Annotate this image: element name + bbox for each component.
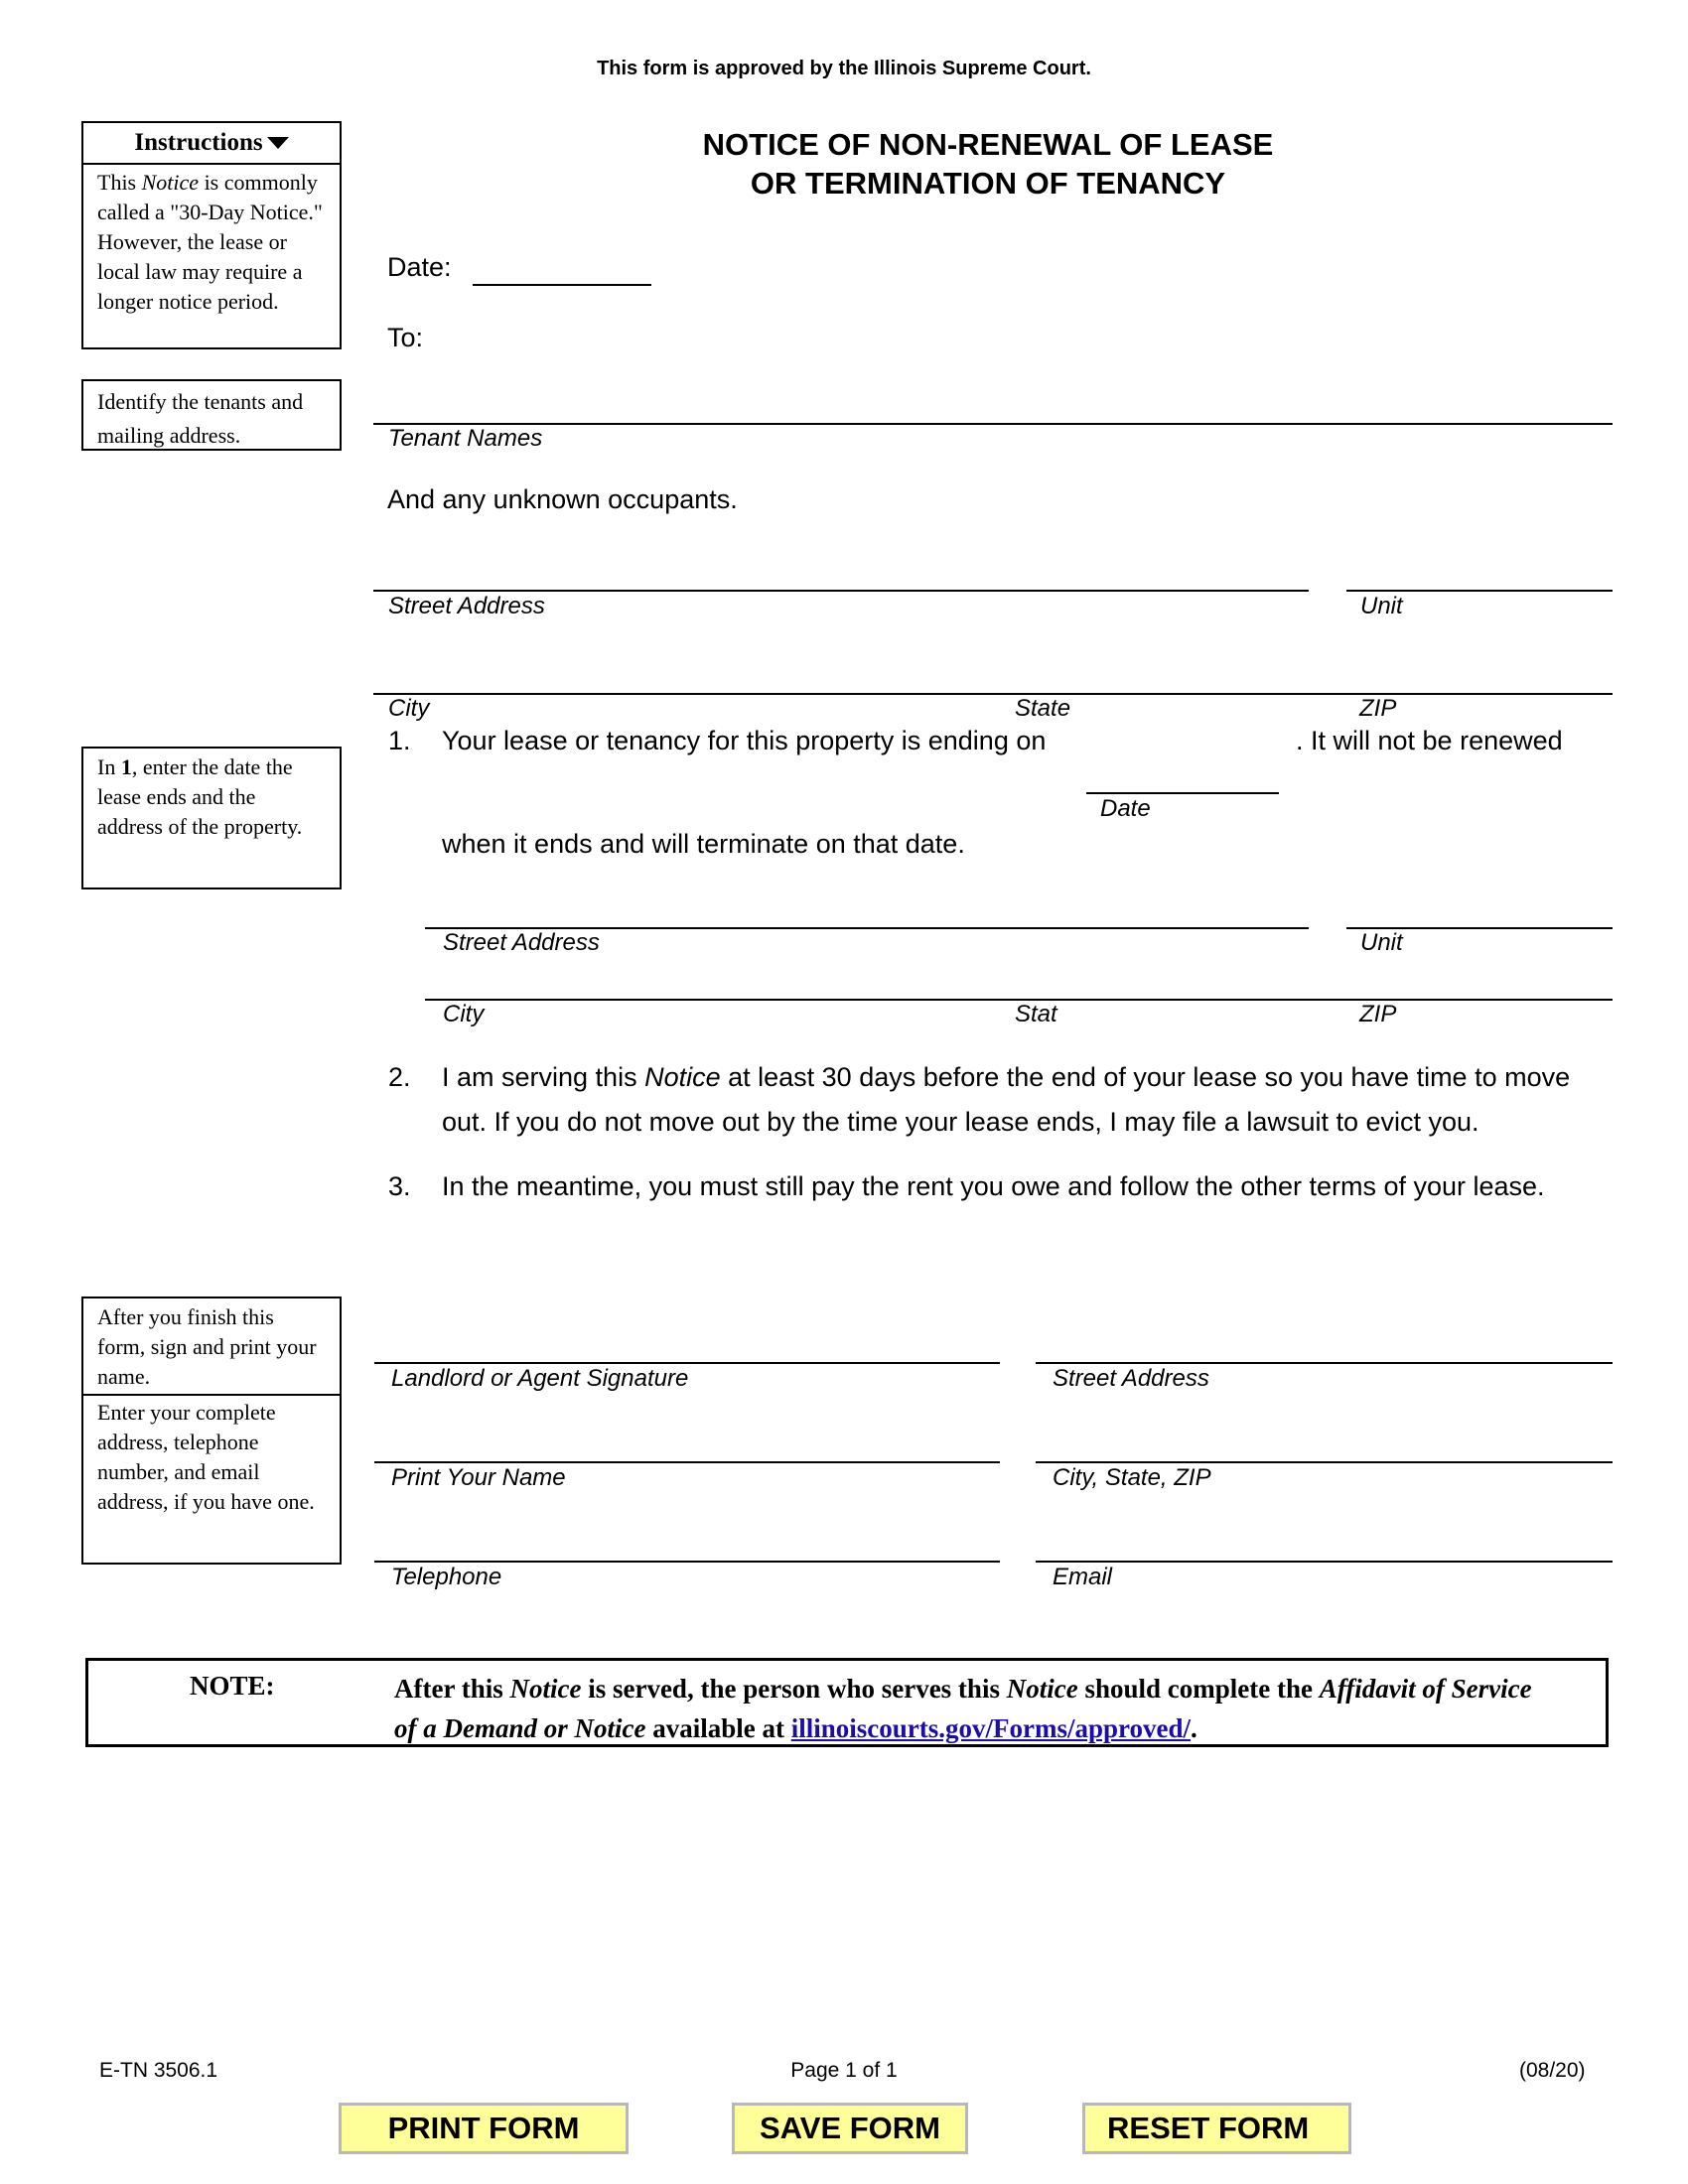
item1-continuation: when it ends and will terminate on that date. xyxy=(442,829,965,859)
forms-link[interactable]: illinoiscourts.gov/Forms/approved/ xyxy=(790,1713,1191,1743)
sig-city-state-zip-underline xyxy=(1036,1461,1613,1463)
save-form-button[interactable] xyxy=(732,2103,968,2154)
date-field[interactable] xyxy=(473,248,651,282)
instructions-title: Instructions xyxy=(134,129,263,156)
city-state-zip-underline xyxy=(373,693,1613,695)
item1-date-underline xyxy=(1086,792,1279,794)
email-underline xyxy=(1036,1561,1613,1563)
property-state-label: Stat xyxy=(1015,1001,1057,1027)
sig-street-field[interactable] xyxy=(1039,1326,1609,1360)
signature-label: Landlord or Agent Signature xyxy=(391,1365,689,1392)
page-title xyxy=(665,125,1311,203)
tenant-names-field[interactable] xyxy=(377,389,1609,423)
street-address-underline xyxy=(373,590,1309,592)
email-field[interactable] xyxy=(1039,1525,1609,1559)
item2-line2: out. If you do not move out by the time your lease ends, I may file a lawsuit to evict you. xyxy=(442,1107,1479,1137)
item1-number: 1. xyxy=(388,726,411,755)
city-state-zip-label: City, State, ZIP xyxy=(1053,1464,1211,1491)
sig-street-label: Street Address xyxy=(1053,1365,1209,1392)
property-state-field[interactable] xyxy=(1015,965,1313,999)
property-city-field[interactable] xyxy=(429,965,995,999)
zip-label: ZIP xyxy=(1359,695,1397,722)
item1-tail: . It will not be renewed xyxy=(1296,726,1563,755)
unit-label: Unit xyxy=(1360,593,1403,619)
unknown-occupants-text: And any unknown occupants. xyxy=(387,484,738,514)
item2-line1: I am serving this Notice at least 30 days before the end of your lease so you have time to move xyxy=(442,1062,1571,1092)
item2-number: 2. xyxy=(388,1062,411,1092)
date-underline xyxy=(473,284,651,286)
title-line-2: OR TERMINATION OF TENANCY xyxy=(750,166,1226,201)
approval-text: This form is approved by the Illinois Supreme Court. xyxy=(597,58,1091,79)
note-text: After this Notice is served, the person who serves this Notice should complete the Affidavit of Service of a Demand or Notice available at illinoiscourts.gov/Forms/approved/. xyxy=(394,1674,1532,1743)
unit-underline xyxy=(1346,590,1613,592)
tenant-names-label: Tenant Names xyxy=(388,425,543,452)
telephone-label: Telephone xyxy=(391,1564,502,1590)
to-label: To: xyxy=(387,323,424,352)
property-unit-field[interactable] xyxy=(1350,893,1609,927)
form-version: (08/20) xyxy=(1519,2059,1586,2082)
item3-text: In the meantime, you must still pay the rent you owe and follow the other terms of your lease. xyxy=(442,1171,1545,1201)
item1-text: Your lease or tenancy for this property is ending on xyxy=(442,726,1047,755)
signature-field[interactable] xyxy=(377,1326,993,1360)
signature-underline xyxy=(374,1362,1000,1364)
street-address-label: Street Address xyxy=(388,593,545,619)
note-label: NOTE: xyxy=(190,1671,275,1701)
print-name-field[interactable] xyxy=(377,1426,993,1459)
telephone-field[interactable] xyxy=(377,1525,993,1559)
reset-form-button[interactable] xyxy=(1082,2103,1351,2154)
tenant-names-underline xyxy=(373,423,1613,425)
print-name-label: Print Your Name xyxy=(391,1464,566,1491)
reset-form-label: RESET FORM xyxy=(1107,2111,1310,2145)
item3-number: 3. xyxy=(388,1171,411,1201)
property-zip-field[interactable] xyxy=(1350,965,1609,999)
item1-date-label: Date xyxy=(1100,795,1151,822)
zip-field[interactable] xyxy=(1350,659,1609,693)
date-label: Date: xyxy=(387,252,452,282)
unit-field[interactable] xyxy=(1350,556,1609,590)
form-code: E-TN 3506.1 xyxy=(99,2059,218,2082)
print-form-label: PRINT FORM xyxy=(387,2111,580,2145)
city-label: City xyxy=(388,695,430,722)
page-number: Page 1 of 1 xyxy=(790,2059,898,2082)
property-zip-label: ZIP xyxy=(1359,1001,1397,1027)
property-unit-label: Unit xyxy=(1360,929,1403,956)
item1-hint-box: In 1, enter the date the lease ends and the address of the property. xyxy=(81,747,342,889)
title-line-1: NOTICE OF NON-RENEWAL OF LEASE xyxy=(702,127,1274,162)
sig-street-underline xyxy=(1036,1362,1613,1364)
email-label: Email xyxy=(1053,1564,1113,1590)
telephone-underline xyxy=(374,1561,1000,1563)
instructions-box xyxy=(81,121,342,349)
property-street-label: Street Address xyxy=(443,929,600,956)
sign-hint-box: After you finish this form, sign and print your name. xyxy=(81,1297,342,1396)
street-address-field[interactable] xyxy=(377,556,1301,590)
item1-date-field[interactable] xyxy=(1088,757,1277,791)
note-box xyxy=(85,1658,1609,1747)
property-city-label: City xyxy=(443,1001,485,1027)
state-label: State xyxy=(1015,695,1071,722)
address-hint-box: Enter your complete address, telephone number, and email address, if you have one. xyxy=(81,1394,342,1565)
state-field[interactable] xyxy=(1015,659,1313,693)
city-state-zip-field[interactable] xyxy=(1039,1426,1609,1459)
print-name-underline xyxy=(374,1461,1000,1463)
property-street-field[interactable] xyxy=(429,893,1303,927)
save-form-label: SAVE FORM xyxy=(760,2111,940,2145)
triangle-down-icon xyxy=(267,137,289,149)
instructions-header[interactable] xyxy=(83,123,340,165)
print-form-button[interactable] xyxy=(339,2103,629,2154)
city-field[interactable] xyxy=(377,659,993,693)
instructions-body: This Notice is commonly called a "30-Day Notice." However, the lease or local law may require a longer notice period. xyxy=(97,170,323,314)
identify-tenants-box: Identify the tenants and mailing address. xyxy=(81,379,342,451)
